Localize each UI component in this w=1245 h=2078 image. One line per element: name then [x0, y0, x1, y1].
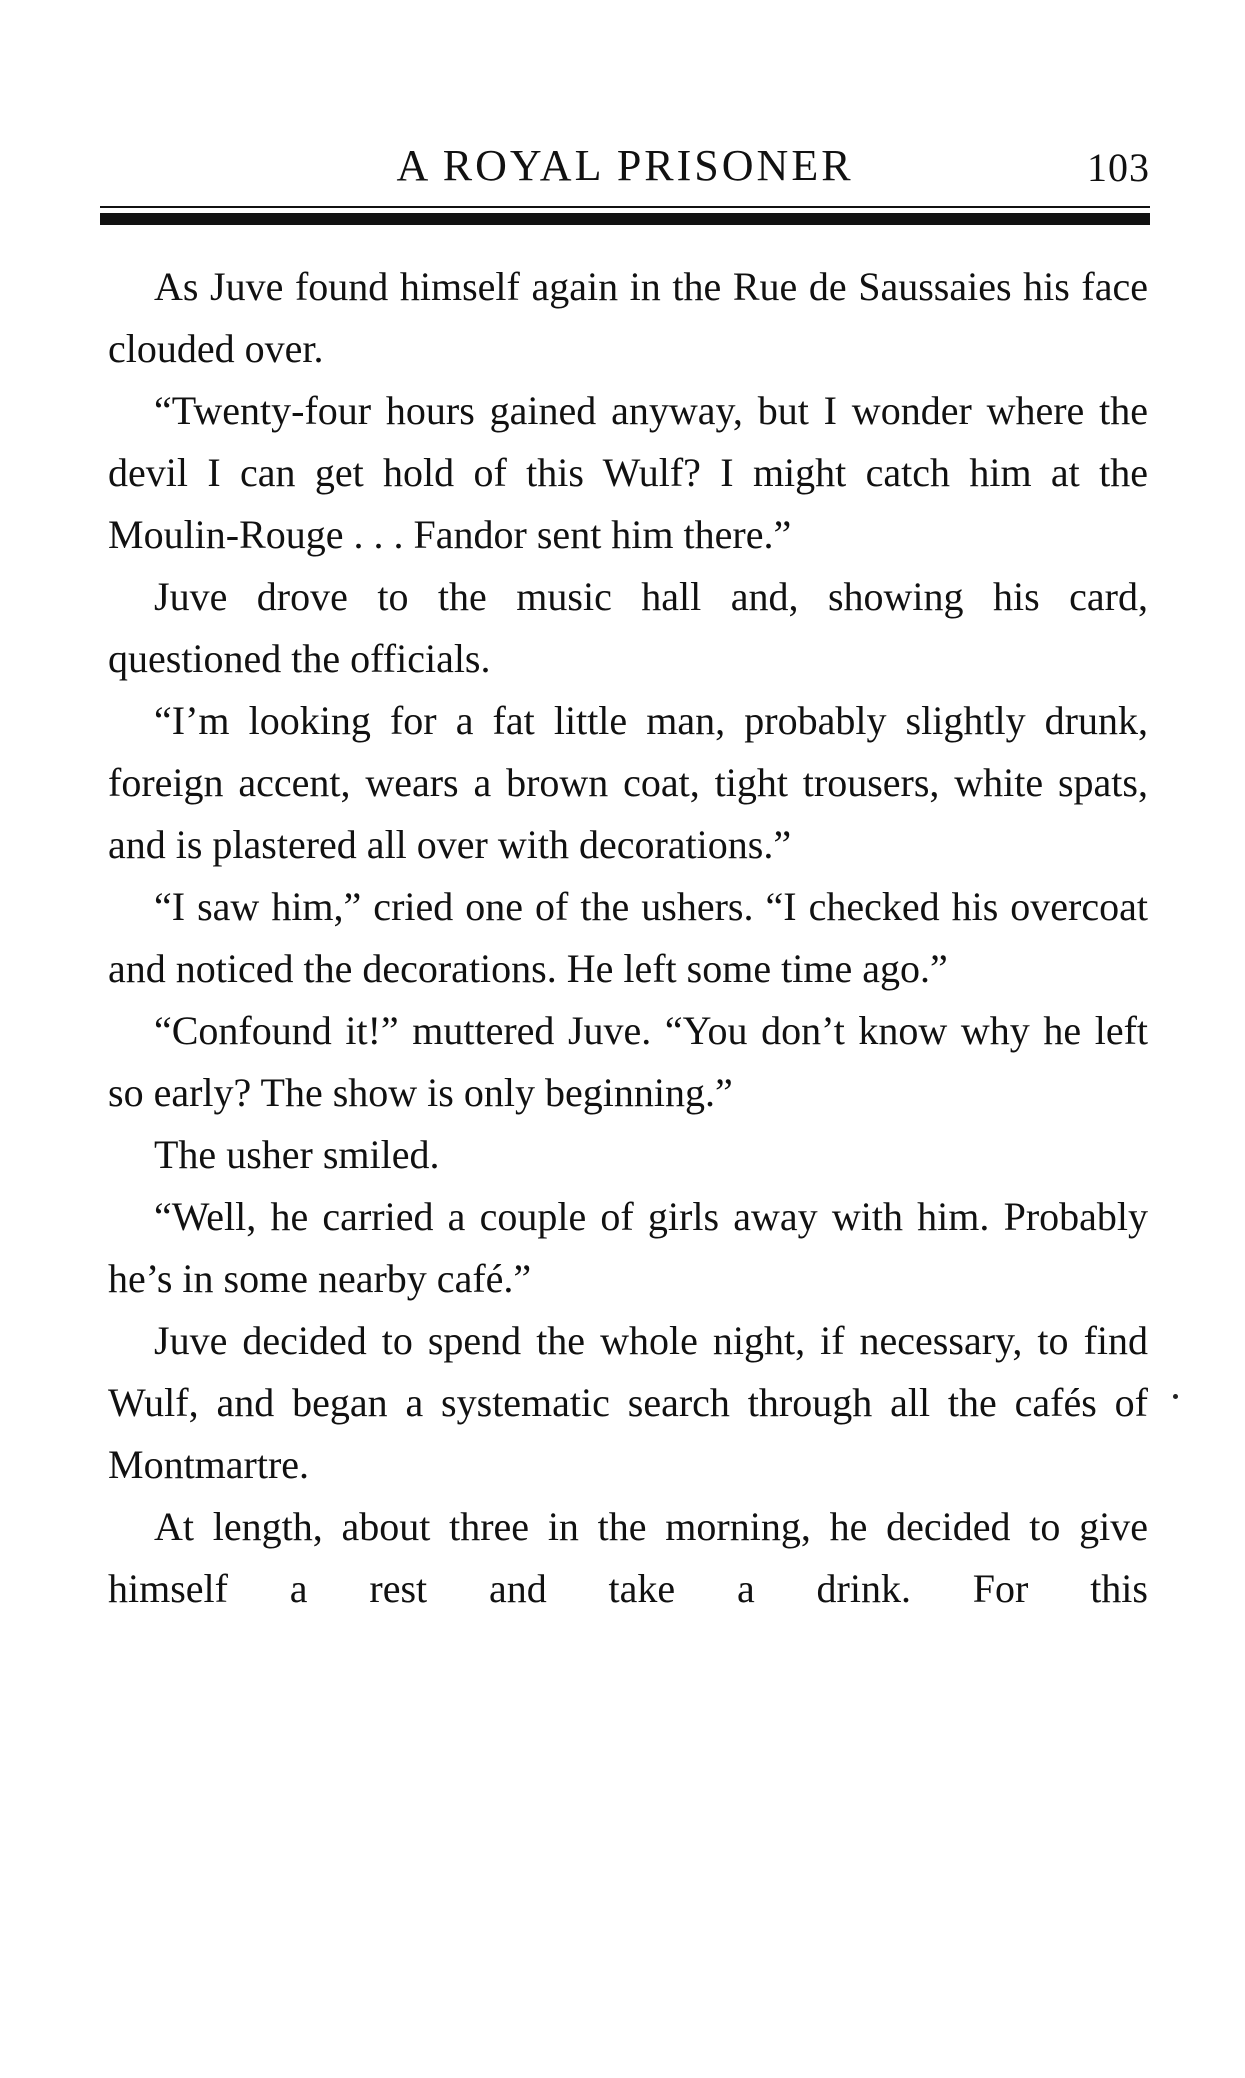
page-number: 103: [1087, 145, 1150, 190]
paragraph: At length, about three in the morning, he decided to give himself a rest and take a drink. For this: [108, 1504, 1148, 1611]
paragraph: Juve decided to spend the whole night, if necessary, to find Wulf, and began a systematic search through all the cafés of Montmartre.: [108, 1318, 1148, 1487]
header-rule-thin: [100, 206, 1150, 208]
paragraph: “Well, he carried a couple of girls away with him. Probably he’s in some nearby café.”: [108, 1194, 1148, 1301]
paragraph: As Juve found himself again in the Rue de Saussaies his face clouded over.: [108, 264, 1148, 371]
paragraph: “Twenty-four hours gained anyway, but I wonder where the devil I can get hold of this Wulf? I might catch him at the Moulin-Rouge . . . Fandor sent him there.”: [108, 388, 1148, 557]
paragraph: “I saw him,” cried one of the ushers. “I checked his overcoat and noticed the decorations. He left some time ago.”: [108, 884, 1148, 991]
running-head: [100, 140, 1150, 190]
paragraph: “I’m looking for a fat little man, probably slightly drunk, foreign accent, wears a brown coat, tight trousers, white spats, and is plastered all over with decorations.”: [108, 698, 1148, 867]
paragraph: “Confound it!” muttered Juve. “You don’t know why he left so early? The show is only beginning.”: [108, 1008, 1148, 1115]
header-rule-thick: [100, 213, 1150, 225]
running-title: A ROYAL PRISONER: [396, 141, 854, 190]
paragraph: The usher smiled.: [154, 1132, 440, 1177]
ink-speck: [1173, 1394, 1178, 1399]
body-text: [108, 256, 1148, 1620]
paragraph: Juve drove to the music hall and, showing his card, questioned the officials.: [108, 574, 1148, 681]
